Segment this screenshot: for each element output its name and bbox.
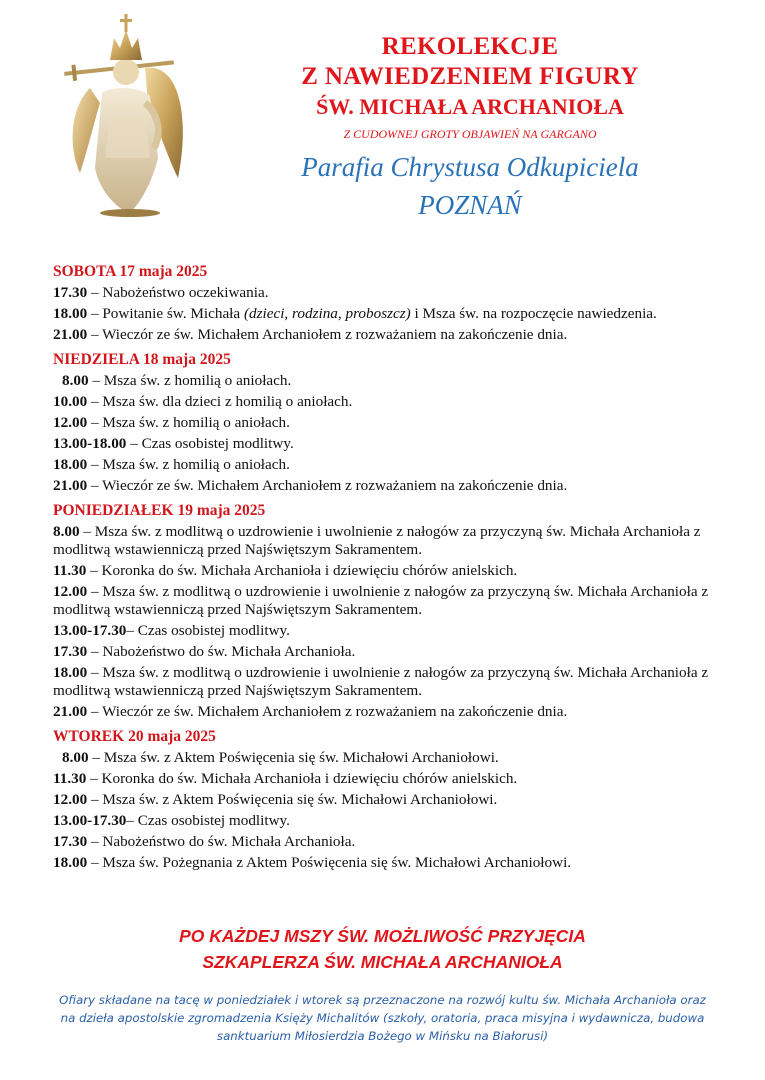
schedule-entry (53, 523, 743, 559)
parish-name: Parafia Chrystusa Odkupiciela (301, 152, 639, 182)
title-line-3: ŚW. MICHAŁA ARCHANIOŁA (316, 94, 624, 119)
entry-text: – Nabożeństwo oczekiwania. (87, 284, 269, 301)
day-block (53, 262, 743, 344)
day-title: WTOREK 20 maja 2025 (53, 728, 216, 745)
scapular-line-1: PO KAŻDEJ MSZY ŚW. MOŻLIWOŚĆ PRZYJĘCIA (179, 926, 586, 946)
day-block (53, 501, 743, 721)
entry-time: 18.00 (53, 456, 88, 473)
schedule-entry (53, 393, 743, 411)
schedule-entry (53, 326, 743, 344)
entry-time: 18.00 (53, 854, 88, 871)
entry-time: 17.30 (53, 833, 88, 850)
schedule-entry (53, 664, 743, 700)
entry-time: 21.00 (53, 477, 88, 494)
subtitle: Z CUDOWNEJ GROTY OBJAWIEŃ NA GARGANO (343, 127, 597, 141)
entry-time: 13.00-17.30 (53, 812, 127, 829)
day-block (53, 727, 743, 872)
schedule-entry (53, 372, 743, 390)
schedule-entry (53, 622, 743, 640)
schedule-entry (53, 749, 743, 767)
entry-time: 13.00-17.30 (53, 622, 127, 639)
entry-time: 12.00 (53, 583, 88, 600)
entry-time: 18.00 (53, 664, 88, 681)
entry-text: – Czas osobistej modlitwy. (126, 435, 294, 452)
entry-text: – Wieczór ze św. Michałem Archaniołem z rozważaniem na zakończenie dnia. (87, 703, 568, 720)
day-title: NIEDZIELA 18 maja 2025 (53, 351, 231, 368)
entry-time: 11.30 (53, 770, 87, 787)
schedule-entry (53, 284, 743, 302)
schedule-entry (53, 414, 743, 432)
entry-time: 21.00 (53, 703, 88, 720)
entry-text: – Msza św. z modlitwą o uzdrowienie i uwolnienie z nałogów za przyczyną św. Michała Archanioła z modlitwą wstawienniczą przed Najświętszym Sakramentem. (53, 523, 701, 558)
schedule-entry (53, 770, 743, 788)
schedule-entry (53, 791, 743, 809)
schedule-entry (53, 812, 743, 830)
entry-text: – Nabożeństwo do św. Michała Archanioła. (87, 833, 356, 850)
entry-time: 8.00 (62, 372, 89, 389)
entry-text: – Wieczór ze św. Michałem Archaniołem z rozważaniem na zakończenie dnia. (87, 477, 568, 494)
entry-time: 17.30 (53, 284, 88, 301)
archangel-michael-statue-image (50, 8, 200, 218)
entry-text: – Msza św. z homilią o aniołach. (87, 414, 290, 431)
entry-time: 21.00 (53, 326, 88, 343)
entry-text: – Msza św. Pożegnania z Aktem Poświęcenia się św. Michałowi Archaniołowi. (87, 854, 572, 871)
scapular-notice (60, 923, 705, 975)
schedule-entry (53, 305, 743, 323)
entry-text: – Msza św. z homilią o aniołach. (87, 456, 290, 473)
entry-time: 12.00 (53, 791, 88, 808)
entry-text: – Msza św. z Aktem Poświęcenia się św. Michałowi Archaniołowi. (87, 791, 498, 808)
offerings-note: Ofiary składane na tacę w poniedziałek i wtorek są przeznaczone na rozwój kultu św. Michała Archanioła oraz na dzieła apostolskie zgromadzenia Księży Michalitów (szkoły, oratoria, praca misyjna i wydawnicza, budowa sanktuarium Miłosierdzia Bożego w Mińsku na Białorusi) (59, 993, 706, 1043)
entry-text: – Koronka do św. Michała Archanioła i dziewięciu chórów anielskich. (86, 770, 518, 787)
header (230, 32, 710, 222)
schedule-entry (53, 435, 743, 453)
entry-text: – Msza św. z modlitwą o uzdrowienie i uwolnienie z nałogów za przyczyną św. Michała Archanioła z modlitwą wstawienniczą przed Najświętszym Sakramentem. (53, 664, 709, 699)
entry-italic-note: (dzieci, rodzina, proboszcz) (243, 305, 411, 322)
day-block (53, 350, 743, 495)
schedule-entry (53, 833, 743, 851)
entry-time: 18.00 (53, 305, 88, 322)
entry-text: – Msza św. z modlitwą o uzdrowienie i uwolnienie z nałogów za przyczyną św. Michała Archanioła z modlitwą wstawienniczą przed Najświętszym Sakramentem. (53, 583, 709, 618)
entry-time: 8.00 (62, 749, 89, 766)
entry-text: – Wieczór ze św. Michałem Archaniołem z rozważaniem na zakończenie dnia. (87, 326, 568, 343)
entry-time: 8.00 (53, 523, 80, 540)
entry-time: 13.00-18.00 (53, 435, 127, 452)
entry-text: – Msza św. z Aktem Poświęcenia się św. Michałowi Archaniołowi. (88, 749, 499, 766)
entry-text: – Czas osobistej modlitwy. (126, 622, 290, 639)
scapular-line-2: SZKAPLERZA ŚW. MICHAŁA ARCHANIOŁA (202, 952, 563, 972)
title-line-2: Z NAWIEDZENIEM FIGURY (301, 63, 639, 90)
schedule-entry (53, 583, 743, 619)
schedule-entry (53, 854, 743, 872)
entry-time: 11.30 (53, 562, 87, 579)
schedule-entry (53, 562, 743, 580)
entry-time: 10.00 (53, 393, 88, 410)
title-line-1: REKOLEKCJE (381, 33, 559, 60)
schedule-entry (53, 456, 743, 474)
entry-time: 12.00 (53, 414, 88, 431)
entry-text-continued: i Msza św. na rozpoczęcie nawiedzenia. (410, 305, 657, 322)
entry-text: – Nabożeństwo do św. Michała Archanioła. (87, 643, 356, 660)
schedule-entry (53, 477, 743, 495)
schedule-entry (53, 703, 743, 721)
entry-text: – Czas osobistej modlitwy. (126, 812, 290, 829)
entry-text: – Msza św. z homilią o aniołach. (88, 372, 292, 389)
day-title: PONIEDZIAŁEK 19 maja 2025 (53, 502, 266, 519)
entry-text: – Powitanie św. Michała (87, 305, 244, 322)
schedule-entry (53, 643, 743, 661)
entry-text: – Msza św. dla dzieci z homilią o aniołach. (87, 393, 353, 410)
city-name: POZNAŃ (418, 190, 522, 220)
entry-text: – Koronka do św. Michała Archanioła i dziewięciu chórów anielskich. (86, 562, 518, 579)
entry-time: 17.30 (53, 643, 88, 660)
schedule (53, 262, 743, 878)
day-title: SOBOTA 17 maja 2025 (53, 263, 208, 280)
